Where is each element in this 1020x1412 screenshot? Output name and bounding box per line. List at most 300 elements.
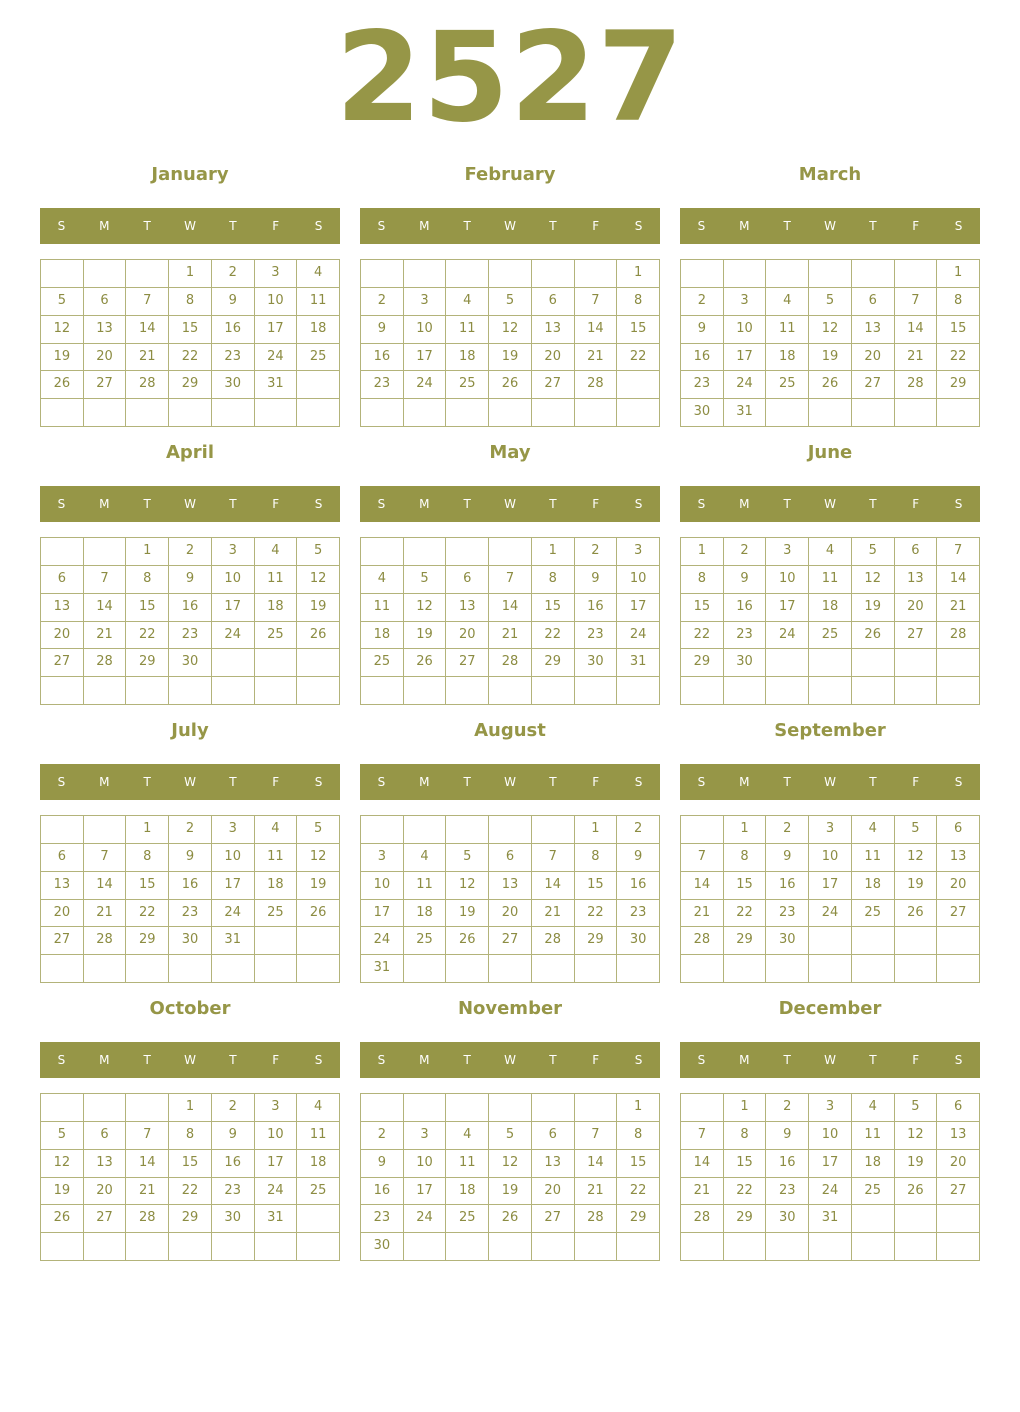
day-cell: 21 <box>575 1178 618 1206</box>
month-name: December <box>778 998 882 1019</box>
empty-day-cell <box>84 399 127 427</box>
day-cell: 22 <box>126 900 169 928</box>
day-cell: 21 <box>681 900 724 928</box>
day-cell: 30 <box>169 649 212 677</box>
empty-day-cell <box>532 399 575 427</box>
day-cell: 20 <box>937 1150 980 1178</box>
weekday-label: F <box>592 497 600 511</box>
weekday-label: M <box>419 497 430 511</box>
empty-day-cell <box>766 260 809 288</box>
day-cell: 11 <box>446 316 489 344</box>
day-cell: 2 <box>681 288 724 316</box>
day-cell: 1 <box>169 260 212 288</box>
day-cell: 19 <box>297 594 340 622</box>
weekday-header <box>360 764 660 800</box>
empty-day-cell <box>404 1094 447 1122</box>
weekday-header <box>40 764 340 800</box>
empty-day-cell <box>489 816 532 844</box>
empty-day-cell <box>937 1205 980 1233</box>
day-cell: 27 <box>937 900 980 928</box>
day-cell: 1 <box>724 816 767 844</box>
day-cell: 15 <box>724 872 767 900</box>
empty-day-cell <box>297 649 340 677</box>
day-cell: 7 <box>681 1122 724 1150</box>
weekday-label: M <box>739 1053 750 1067</box>
weekday-label: S <box>954 775 963 789</box>
day-cell: 13 <box>895 566 938 594</box>
day-cell: 22 <box>575 900 618 928</box>
day-cell: 3 <box>255 260 298 288</box>
weekday-label: M <box>99 497 110 511</box>
weekday-label: W <box>504 1053 516 1067</box>
month-name: September <box>774 720 886 741</box>
weekday-label: S <box>57 775 66 789</box>
day-cell: 12 <box>895 1122 938 1150</box>
day-cell: 6 <box>84 288 127 316</box>
weekday-label: S <box>697 1053 706 1067</box>
day-cell: 25 <box>766 371 809 399</box>
day-cell: 24 <box>617 622 660 650</box>
day-cell: 12 <box>489 316 532 344</box>
empty-day-cell <box>809 955 852 983</box>
day-cell: 31 <box>255 1205 298 1233</box>
day-cell: 27 <box>446 649 489 677</box>
day-cell: 28 <box>575 1205 618 1233</box>
day-cell: 6 <box>937 1094 980 1122</box>
day-cell: 21 <box>126 344 169 372</box>
day-cell: 26 <box>809 371 852 399</box>
empty-day-cell <box>297 927 340 955</box>
day-cell: 8 <box>169 288 212 316</box>
day-cell: 20 <box>895 594 938 622</box>
day-cell: 26 <box>895 900 938 928</box>
day-cell: 28 <box>126 371 169 399</box>
weekday-label: T <box>463 219 471 233</box>
day-cell: 15 <box>169 316 212 344</box>
day-grid <box>40 537 340 705</box>
weekday-label: S <box>697 497 706 511</box>
day-cell: 9 <box>617 844 660 872</box>
day-cell: 16 <box>724 594 767 622</box>
day-cell: 9 <box>212 288 255 316</box>
day-cell: 15 <box>169 1150 212 1178</box>
empty-day-cell <box>681 1094 724 1122</box>
day-cell: 29 <box>681 649 724 677</box>
day-cell: 18 <box>766 344 809 372</box>
weekday-label: M <box>419 775 430 789</box>
empty-day-cell <box>575 677 618 705</box>
empty-day-cell <box>169 399 212 427</box>
day-cell: 6 <box>41 844 84 872</box>
day-cell: 27 <box>41 927 84 955</box>
day-cell: 26 <box>404 649 447 677</box>
day-cell: 2 <box>169 538 212 566</box>
empty-day-cell <box>532 1233 575 1261</box>
day-cell: 2 <box>766 816 809 844</box>
day-cell: 10 <box>255 1122 298 1150</box>
day-cell: 17 <box>212 872 255 900</box>
day-cell: 14 <box>575 1150 618 1178</box>
empty-day-cell <box>255 399 298 427</box>
day-cell: 4 <box>852 1094 895 1122</box>
day-cell: 18 <box>255 594 298 622</box>
empty-day-cell <box>937 677 980 705</box>
empty-day-cell <box>361 260 404 288</box>
day-cell: 25 <box>852 1178 895 1206</box>
day-cell: 3 <box>361 844 404 872</box>
day-cell: 9 <box>169 844 212 872</box>
day-cell: 31 <box>212 927 255 955</box>
weekday-label: M <box>99 1053 110 1067</box>
day-cell: 22 <box>532 622 575 650</box>
empty-day-cell <box>255 677 298 705</box>
day-cell: 18 <box>852 1150 895 1178</box>
day-cell: 4 <box>809 538 852 566</box>
day-cell: 8 <box>724 1122 767 1150</box>
day-cell: 5 <box>895 816 938 844</box>
weekday-label: F <box>272 1053 280 1067</box>
empty-day-cell <box>895 260 938 288</box>
month-name: January <box>151 164 229 185</box>
day-grid <box>360 259 660 427</box>
day-cell: 28 <box>84 649 127 677</box>
empty-day-cell <box>84 1094 127 1122</box>
day-cell: 19 <box>895 1150 938 1178</box>
day-cell: 25 <box>852 900 895 928</box>
weekday-label: W <box>824 775 836 789</box>
day-cell: 16 <box>766 872 809 900</box>
day-cell: 25 <box>297 344 340 372</box>
empty-day-cell <box>126 677 169 705</box>
day-cell: 26 <box>489 1205 532 1233</box>
weekday-label: T <box>869 219 877 233</box>
day-cell: 6 <box>489 844 532 872</box>
day-cell: 13 <box>532 1150 575 1178</box>
day-cell: 23 <box>169 622 212 650</box>
day-cell: 20 <box>532 344 575 372</box>
weekday-label: T <box>869 497 877 511</box>
day-cell: 9 <box>361 1150 404 1178</box>
day-cell: 10 <box>255 288 298 316</box>
weekday-label: S <box>314 219 323 233</box>
day-cell: 14 <box>84 872 127 900</box>
day-cell: 18 <box>852 872 895 900</box>
day-cell: 7 <box>895 288 938 316</box>
weekday-label: F <box>912 497 920 511</box>
empty-day-cell <box>297 677 340 705</box>
day-cell: 28 <box>681 927 724 955</box>
empty-day-cell <box>361 538 404 566</box>
day-cell: 20 <box>852 344 895 372</box>
day-cell: 3 <box>809 816 852 844</box>
day-cell: 12 <box>489 1150 532 1178</box>
empty-day-cell <box>297 1205 340 1233</box>
weekday-header <box>360 486 660 522</box>
empty-day-cell <box>297 1233 340 1261</box>
day-grid <box>360 815 660 983</box>
day-cell: 31 <box>361 955 404 983</box>
day-cell: 13 <box>489 872 532 900</box>
day-cell: 8 <box>681 566 724 594</box>
weekday-label: T <box>549 775 557 789</box>
day-cell: 5 <box>895 1094 938 1122</box>
day-grid <box>40 815 340 983</box>
empty-day-cell <box>255 1233 298 1261</box>
empty-day-cell <box>617 955 660 983</box>
day-cell: 29 <box>126 649 169 677</box>
weekday-label: T <box>549 219 557 233</box>
empty-day-cell <box>575 399 618 427</box>
empty-day-cell <box>937 1233 980 1261</box>
empty-day-cell <box>766 955 809 983</box>
day-cell: 30 <box>361 1233 404 1261</box>
day-cell: 5 <box>404 566 447 594</box>
weekday-header <box>40 1042 340 1078</box>
weekday-label: T <box>549 497 557 511</box>
day-cell: 20 <box>489 900 532 928</box>
day-cell: 9 <box>766 844 809 872</box>
weekday-label: S <box>634 1053 643 1067</box>
day-cell: 16 <box>681 344 724 372</box>
day-cell: 17 <box>766 594 809 622</box>
empty-day-cell <box>212 399 255 427</box>
day-cell: 4 <box>297 260 340 288</box>
day-cell: 5 <box>446 844 489 872</box>
day-cell: 14 <box>681 872 724 900</box>
day-cell: 22 <box>617 344 660 372</box>
day-cell: 18 <box>361 622 404 650</box>
day-cell: 10 <box>766 566 809 594</box>
empty-day-cell <box>404 260 447 288</box>
empty-day-cell <box>212 649 255 677</box>
day-cell: 21 <box>575 344 618 372</box>
empty-day-cell <box>84 816 127 844</box>
empty-day-cell <box>724 1233 767 1261</box>
day-cell: 2 <box>361 288 404 316</box>
empty-day-cell <box>766 1233 809 1261</box>
day-cell: 26 <box>297 622 340 650</box>
day-cell: 3 <box>617 538 660 566</box>
empty-day-cell <box>852 1205 895 1233</box>
day-cell: 29 <box>724 1205 767 1233</box>
day-cell: 23 <box>766 900 809 928</box>
empty-day-cell <box>532 677 575 705</box>
day-cell: 23 <box>724 622 767 650</box>
day-cell: 30 <box>169 927 212 955</box>
empty-day-cell <box>84 955 127 983</box>
empty-day-cell <box>724 955 767 983</box>
day-cell: 23 <box>617 900 660 928</box>
day-cell: 14 <box>895 316 938 344</box>
weekday-label: S <box>954 219 963 233</box>
day-cell: 9 <box>169 566 212 594</box>
day-cell: 17 <box>404 1178 447 1206</box>
day-cell: 15 <box>575 872 618 900</box>
day-cell: 5 <box>852 538 895 566</box>
empty-day-cell <box>937 955 980 983</box>
weekday-label: T <box>869 775 877 789</box>
day-cell: 3 <box>404 1122 447 1150</box>
day-cell: 26 <box>41 371 84 399</box>
day-grid <box>40 1093 340 1261</box>
empty-day-cell <box>809 399 852 427</box>
weekday-header <box>360 1042 660 1078</box>
day-cell: 13 <box>532 316 575 344</box>
day-cell: 10 <box>809 844 852 872</box>
weekday-label: T <box>783 775 791 789</box>
empty-day-cell <box>404 399 447 427</box>
day-cell: 13 <box>937 844 980 872</box>
empty-day-cell <box>126 399 169 427</box>
day-cell: 25 <box>446 1205 489 1233</box>
day-cell: 24 <box>724 371 767 399</box>
weekday-label: T <box>143 775 151 789</box>
empty-day-cell <box>41 955 84 983</box>
weekday-label: F <box>912 1053 920 1067</box>
day-cell: 24 <box>255 344 298 372</box>
empty-day-cell <box>41 1094 84 1122</box>
day-cell: 23 <box>169 900 212 928</box>
empty-day-cell <box>852 677 895 705</box>
day-grid <box>40 259 340 427</box>
day-cell: 19 <box>489 344 532 372</box>
weekday-label: T <box>869 1053 877 1067</box>
weekday-header <box>40 486 340 522</box>
day-cell: 9 <box>681 316 724 344</box>
weekday-label: T <box>143 1053 151 1067</box>
day-cell: 12 <box>297 566 340 594</box>
day-cell: 27 <box>937 1178 980 1206</box>
day-cell: 26 <box>489 371 532 399</box>
weekday-label: M <box>739 775 750 789</box>
day-cell: 8 <box>937 288 980 316</box>
empty-day-cell <box>809 927 852 955</box>
day-cell: 7 <box>532 844 575 872</box>
day-cell: 16 <box>212 1150 255 1178</box>
day-cell: 6 <box>446 566 489 594</box>
empty-day-cell <box>255 927 298 955</box>
day-cell: 18 <box>297 316 340 344</box>
day-cell: 21 <box>895 344 938 372</box>
empty-day-cell <box>126 1094 169 1122</box>
day-cell: 21 <box>84 622 127 650</box>
day-cell: 1 <box>724 1094 767 1122</box>
day-cell: 26 <box>297 900 340 928</box>
day-cell: 11 <box>809 566 852 594</box>
empty-day-cell <box>126 955 169 983</box>
day-cell: 28 <box>937 622 980 650</box>
empty-day-cell <box>212 1233 255 1261</box>
weekday-header <box>680 486 980 522</box>
day-cell: 18 <box>297 1150 340 1178</box>
empty-day-cell <box>84 260 127 288</box>
day-cell: 6 <box>84 1122 127 1150</box>
day-cell: 29 <box>169 371 212 399</box>
empty-day-cell <box>681 1233 724 1261</box>
empty-day-cell <box>852 955 895 983</box>
empty-day-cell <box>489 260 532 288</box>
empty-day-cell <box>937 927 980 955</box>
day-cell: 30 <box>681 399 724 427</box>
day-cell: 13 <box>937 1122 980 1150</box>
day-cell: 1 <box>617 1094 660 1122</box>
weekday-label: F <box>272 497 280 511</box>
day-cell: 6 <box>937 816 980 844</box>
day-cell: 23 <box>681 371 724 399</box>
weekday-label: S <box>697 775 706 789</box>
empty-day-cell <box>681 677 724 705</box>
day-cell: 25 <box>297 1178 340 1206</box>
day-cell: 27 <box>41 649 84 677</box>
weekday-label: T <box>229 219 237 233</box>
day-cell: 8 <box>617 1122 660 1150</box>
day-cell: 22 <box>169 344 212 372</box>
day-cell: 13 <box>852 316 895 344</box>
day-cell: 3 <box>255 1094 298 1122</box>
empty-day-cell <box>575 260 618 288</box>
day-cell: 24 <box>255 1178 298 1206</box>
day-cell: 21 <box>84 900 127 928</box>
day-cell: 24 <box>809 900 852 928</box>
day-cell: 14 <box>937 566 980 594</box>
day-cell: 7 <box>489 566 532 594</box>
day-cell: 27 <box>489 927 532 955</box>
weekday-label: T <box>783 219 791 233</box>
day-cell: 22 <box>937 344 980 372</box>
weekday-label: T <box>229 1053 237 1067</box>
day-cell: 10 <box>212 566 255 594</box>
weekday-label: S <box>634 497 643 511</box>
weekday-header <box>360 208 660 244</box>
weekday-header <box>680 764 980 800</box>
day-cell: 15 <box>126 872 169 900</box>
empty-day-cell <box>681 955 724 983</box>
day-cell: 12 <box>404 594 447 622</box>
day-cell: 1 <box>126 538 169 566</box>
day-cell: 14 <box>489 594 532 622</box>
empty-day-cell <box>446 538 489 566</box>
empty-day-cell <box>126 260 169 288</box>
day-cell: 30 <box>766 1205 809 1233</box>
day-cell: 5 <box>489 288 532 316</box>
empty-day-cell <box>895 677 938 705</box>
day-cell: 18 <box>809 594 852 622</box>
day-cell: 17 <box>617 594 660 622</box>
day-cell: 7 <box>575 288 618 316</box>
day-cell: 21 <box>532 900 575 928</box>
day-cell: 31 <box>809 1205 852 1233</box>
day-cell: 4 <box>361 566 404 594</box>
weekday-label: F <box>592 219 600 233</box>
empty-day-cell <box>617 399 660 427</box>
weekday-label: S <box>697 219 706 233</box>
day-cell: 8 <box>575 844 618 872</box>
day-cell: 5 <box>489 1122 532 1150</box>
day-cell: 5 <box>809 288 852 316</box>
day-cell: 29 <box>617 1205 660 1233</box>
weekday-label: S <box>57 219 66 233</box>
day-cell: 2 <box>724 538 767 566</box>
weekday-label: F <box>592 775 600 789</box>
day-cell: 20 <box>937 872 980 900</box>
day-cell: 28 <box>126 1205 169 1233</box>
empty-day-cell <box>766 399 809 427</box>
day-cell: 17 <box>809 872 852 900</box>
empty-day-cell <box>446 260 489 288</box>
day-cell: 2 <box>212 1094 255 1122</box>
weekday-label: W <box>824 497 836 511</box>
day-cell: 13 <box>41 594 84 622</box>
